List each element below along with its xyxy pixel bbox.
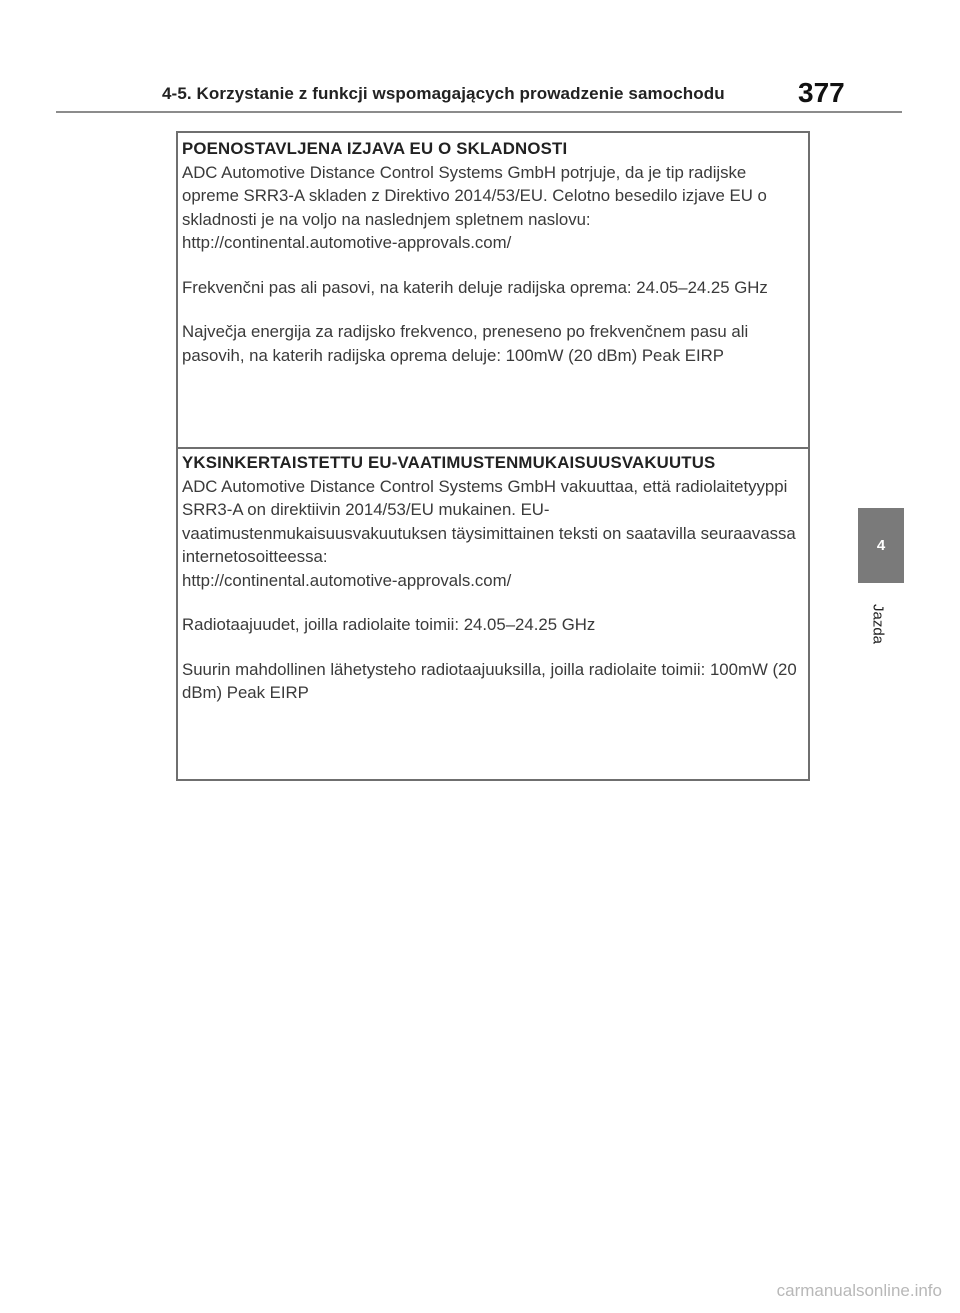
chapter-number: 4: [876, 537, 886, 554]
page-header-title: 4-5. Korzystanie z funkcji wspomagających prowadzenie samochodu: [162, 84, 725, 103]
declaration-fi-frequency: Radiotaajuudet, joilla radiolaite toimii: 24.05–24.25 GHz: [182, 615, 596, 634]
declaration-fi-url[interactable]: http://continental.automotive-approvals.com/: [182, 570, 512, 590]
chapter-tab[interactable]: [858, 508, 904, 583]
declaration-fi-intro: ADC Automotive Distance Control Systems GmbH vakuuttaa, että radiolaitetyyppi SRR3-A on direktiivin 2014/53/EU mukainen. EU-vaatimustenmukaisuusvakuutuksen täysimittainen teksti on saatavilla seuraavassa internetosoitteessa:: [182, 476, 796, 566]
page-number: 377: [798, 77, 845, 108]
declaration-si: [182, 137, 804, 367]
chapter-label: Jazda: [869, 603, 887, 645]
declaration-si-power: Največja energija za radijsko frekvenco, preneseno po frekvenčnem pasu ali pasovih, na katerih radijska oprema deluje: 100mW (20 dBm) Peak EIRP: [182, 322, 749, 365]
declaration-si-url[interactable]: http://continental.automotive-approvals.com/: [182, 233, 512, 252]
header-divider: [56, 111, 902, 113]
declaration-fi: [182, 451, 804, 705]
declaration-fi-title: YKSINKERTAISTETTU EU-VAATIMUSTENMUKAISUUSVAKUUTUS: [182, 453, 716, 472]
declaration-box: [176, 131, 810, 781]
declaration-si-intro: ADC Automotive Distance Control Systems GmbH potrjuje, da je tip radijske opreme SRR3-A skladen z Direktivo 2014/53/EU. Celotno besedilo izjave EU o skladnosti je na voljo na naslednjem spletnem naslovu:: [182, 162, 767, 229]
box-divider: [178, 447, 808, 449]
declaration-si-frequency: Frekvenčni pas ali pasovi, na katerih deluje radijska oprema: 24.05–24.25 GHz: [182, 277, 768, 297]
declaration-fi-power: Suurin mahdollinen lähetysteho radiotaajuuksilla, joilla radiolaite toimii: 100mW (20 dBm) Peak EIRP: [182, 659, 797, 702]
declaration-si-title: POENOSTAVLJENA IZJAVA EU O SKLADNOSTI: [182, 139, 568, 158]
watermark: carmanualsonline.info: [776, 1281, 942, 1300]
